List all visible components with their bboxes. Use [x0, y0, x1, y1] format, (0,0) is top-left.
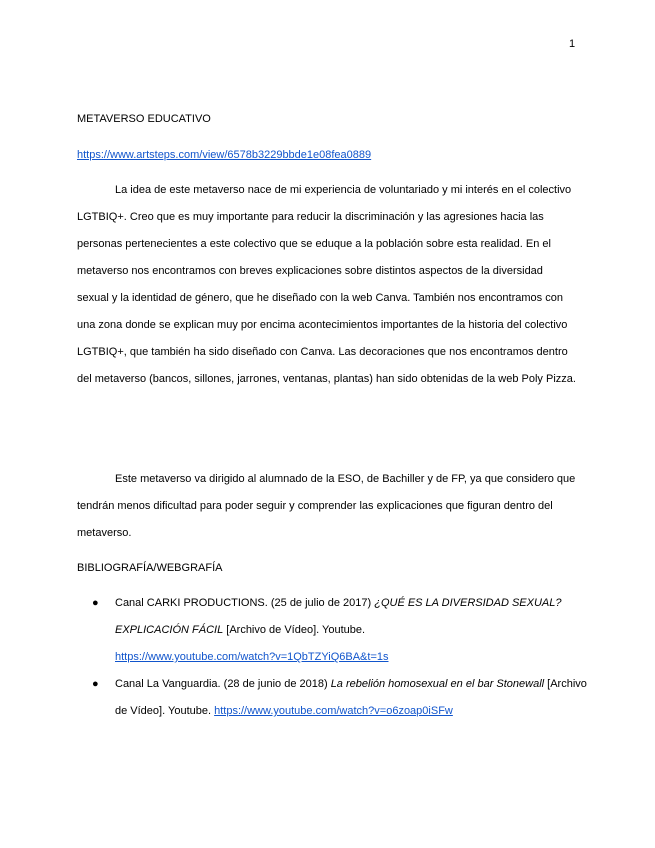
- bibliography-entry: [77, 590, 587, 671]
- reference-author: Canal La Vanguardia. (28 de junio de 2018): [115, 678, 331, 690]
- bullet-icon: ●: [92, 597, 99, 609]
- reference-link[interactable]: https://www.youtube.com/watch?v=o6zoap0iSFw: [214, 705, 453, 717]
- metaverse-link[interactable]: https://www.artsteps.com/view/6578b3229bbde1e08fea0889: [77, 149, 372, 161]
- page-number: 1: [569, 38, 576, 50]
- reference-work-title: La rebelión homosexual en el bar Stonewall: [330, 678, 545, 690]
- bibliography-entry: [77, 671, 587, 725]
- reference-link[interactable]: https://www.youtube.com/watch?v=1QbTZYiQ6BA&t=1s: [115, 651, 389, 663]
- audience-paragraph: Este metaverso va dirigido al alumnado de la ESO, de Bachiller y de FP, ya que considero que tendrán menos dificultad para poder seguir y comprender las explicaciones que figuran dentro del metaverso.: [77, 473, 576, 539]
- reference-source: [Archivo de Vídeo]. Youtube.: [115, 678, 587, 717]
- bibliography-heading: BIBLIOGRAFÍA/WEBGRAFÍA: [77, 562, 223, 574]
- intro-paragraph: La idea de este metaverso nace de mi experiencia de voluntariado y mi interés en el colectivo LGTBIQ+. Creo que es muy importante para reducir la discriminación y las agresiones hacia las personas pertenecientes a este colectivo que se eduque a la población sobre esta realidad. En el metaverso nos encontramos con breves explicaciones sobre distintos aspectos de la diversidad sexual y la identidad de género, que he diseñado con la web Canva. También nos encontramos con una zona donde se explican muy por encima acontecimientos importantes de la historia del colectivo LGTBIQ+, que también ha sido diseñado con Canva. Las decoraciones que nos encontramos dentro del metaverso (bancos, sillones, jarrones, ventanas, plantas) han sido obtenidas de la web Poly Pizza.: [77, 184, 576, 385]
- reference-work-title: ¿QUÉ ES LA DIVERSIDAD SEXUAL? EXPLICACIÓN FÁCIL: [115, 597, 562, 636]
- bullet-icon: ●: [92, 678, 99, 690]
- document-title: METAVERSO EDUCATIVO: [77, 113, 211, 125]
- reference-author: Canal CARKI PRODUCTIONS. (25 de julio de 2017): [115, 597, 375, 609]
- reference-source: [Archivo de Vídeo]. Youtube.: [223, 624, 366, 636]
- bibliography-list: [77, 590, 587, 725]
